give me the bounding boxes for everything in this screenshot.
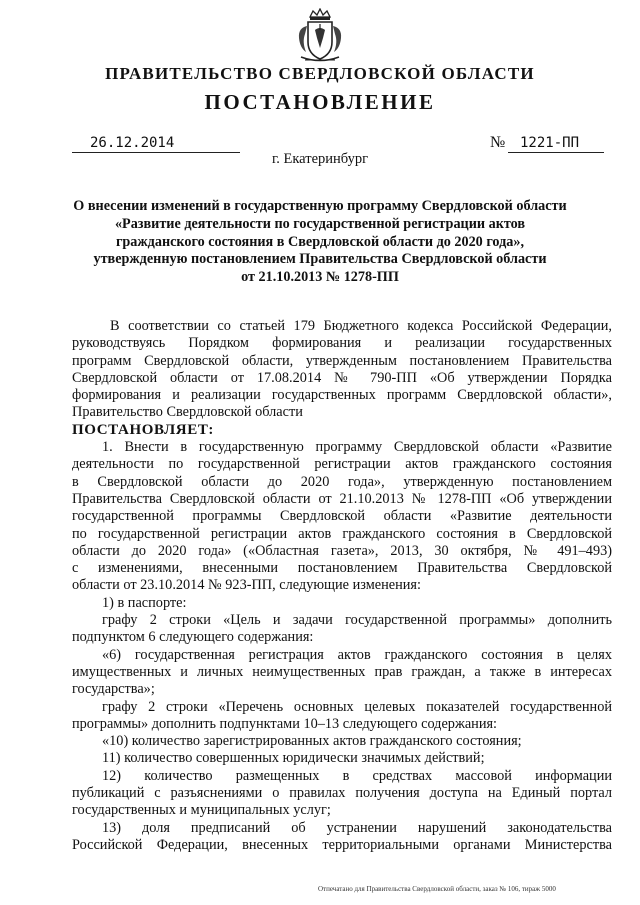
title-line: от 21.10.2013 № 1278-ПП bbox=[241, 269, 399, 286]
government-name: ПРАВИТЕЛЬСТВО СВЕРДЛОВСКОЙ ОБЛАСТИ bbox=[105, 64, 535, 83]
body-line: с изменениями, внесенными постановлением Правительства Свердловской bbox=[72, 560, 612, 577]
body-line: руководствуясь Порядком формирования и реализации государственных bbox=[72, 335, 612, 352]
body-line: графу 2 строки «Цель и задачи государственной программы» дополнить bbox=[102, 612, 612, 629]
document-type: ПОСТАНОВЛЕНИЕ bbox=[204, 90, 436, 114]
body-line: публикаций с разъяснениями о правилах получения доступа на Единый портал bbox=[72, 785, 612, 802]
document-body bbox=[72, 318, 612, 854]
coat-of-arms-icon bbox=[293, 8, 347, 64]
body-line: имущественных и личных неимущественных прав граждан, а также в интересах bbox=[72, 663, 612, 680]
body-line: 11) количество совершенных юридически значимых действий; bbox=[102, 750, 485, 767]
body-line: Свердловской области от 17.08.2014 № 790-ПП «Об утверждении Порядка bbox=[72, 369, 612, 386]
body-line: формирования и реализации государственных программ Свердловской области», bbox=[72, 387, 612, 404]
body-line: Правительство Свердловской области bbox=[72, 404, 303, 421]
body-line: подпунктом 6 следующего содержания: bbox=[72, 629, 314, 646]
document-number: 1221-ПП bbox=[508, 134, 604, 153]
number-sign: № bbox=[490, 134, 506, 151]
body-line: программ Свердловской области, утвержденным постановлением Правительства bbox=[72, 352, 612, 369]
body-line: Российской Федерации, внесенных территориальными органами Министерства bbox=[72, 836, 612, 853]
print-footer: Отпечатано для Правительства Свердловской области, заказ № 106, тираж 5000 bbox=[318, 885, 556, 893]
body-line: государства»; bbox=[72, 681, 155, 698]
body-line: «6) государственная регистрация актов гражданского состояния в целях bbox=[102, 646, 612, 663]
body-line: области до 2020 года» («Областная газета», 2013, 30 октября, № 491–493) bbox=[72, 542, 612, 559]
body-line: государственной программы Свердловской области «Развитие деятельности bbox=[72, 508, 612, 525]
body-line: 1. Внести в государственную программу Свердловской области «Развитие bbox=[102, 439, 612, 456]
body-line: графу 2 строки «Перечень основных целевых показателей государственной bbox=[102, 698, 612, 715]
document-date: 26.12.2014 bbox=[72, 134, 240, 153]
body-line: 12) количество размещенных в средствах массовой информации bbox=[102, 767, 612, 784]
body-line: В соответствии со статьей 179 Бюджетного кодекса Российской Федерации, bbox=[110, 318, 612, 334]
title-line: гражданского состояния в Свердловской области до 2020 года», bbox=[115, 233, 525, 250]
title-line: утвержденную постановлением Правительства Свердловской области bbox=[93, 251, 547, 268]
title-line: «Развитие деятельности по государственной регистрации актов bbox=[114, 215, 526, 232]
body-line: государственных и муниципальных услуг; bbox=[72, 802, 331, 819]
body-line: «10) количество зарегистрированных актов гражданского состояния; bbox=[102, 733, 522, 750]
body-line: области от 23.10.2014 № 923-ПП, следующие изменения: bbox=[72, 577, 421, 594]
title-line: О внесении изменений в государственную программу Свердловской области bbox=[73, 198, 567, 214]
body-line: Правительства Свердловской области от 21.10.2013 № 1278-ПП «Об утверждении bbox=[72, 490, 612, 507]
body-line: 1) в паспорте: bbox=[102, 594, 187, 611]
body-line: деятельности по государственной регистрации актов гражданского состояния bbox=[72, 456, 612, 473]
resolution-keyword: ПОСТАНОВЛЯЕТ: bbox=[72, 421, 215, 438]
city: г. Екатеринбург bbox=[271, 151, 369, 167]
body-line: по государственной регистрации актов гражданского состояния в Свердловской bbox=[72, 525, 612, 542]
body-line: программы» дополнить подпунктами 10–13 следующего содержания: bbox=[72, 715, 498, 732]
body-line: в Свердловской области до 2020 года», утвержденную постановлением bbox=[72, 473, 612, 490]
body-line: 13) доля предписаний об устранении нарушений законодательства bbox=[102, 819, 612, 836]
document-title bbox=[60, 198, 580, 287]
